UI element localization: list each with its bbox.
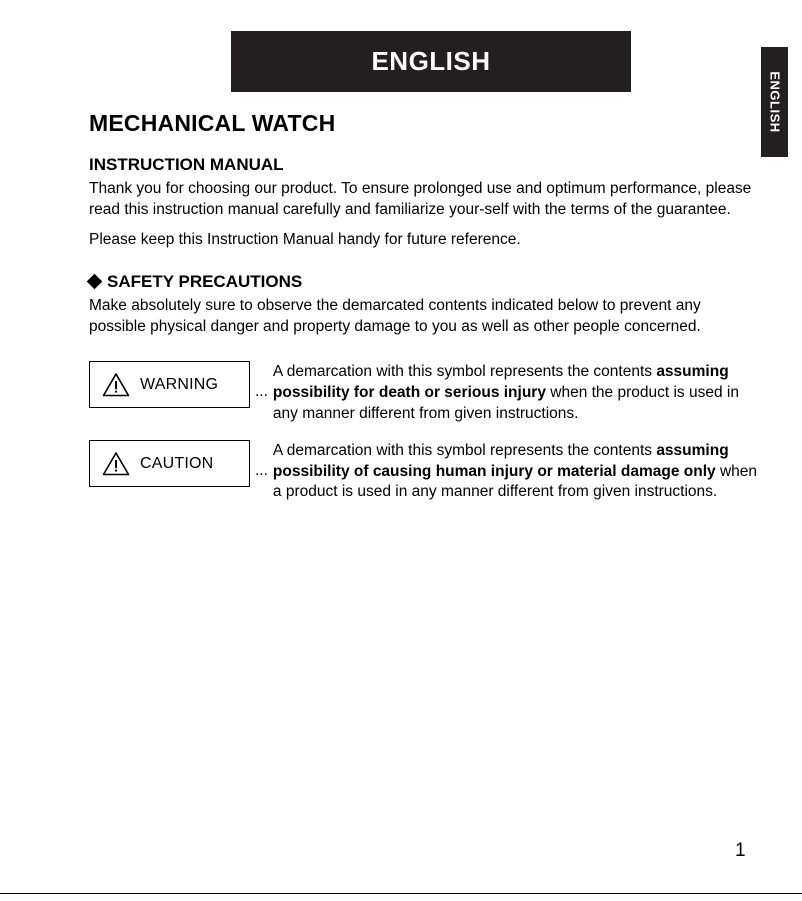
notice-row: [89, 440, 759, 503]
page-number: 1: [735, 840, 746, 861]
safety-precautions-label: SAFETY PRECAUTIONS: [107, 272, 303, 292]
document-content: [89, 110, 759, 503]
warning-text-before: A demarcation with this symbol represents the contents: [272, 363, 657, 381]
side-tab-label: ENGLISH: [767, 71, 782, 133]
caution-dots: ...: [255, 462, 268, 480]
side-tab-english: [761, 47, 788, 157]
warning-dots: ...: [255, 383, 268, 401]
caution-label: CAUTION: [140, 454, 214, 472]
warning-triangle-icon: [102, 451, 130, 476]
page-title: MECHANICAL WATCH: [89, 110, 336, 136]
notice-row: [89, 361, 759, 424]
safety-precautions-heading: [89, 272, 759, 292]
warning-description: [273, 361, 759, 424]
warning-label: WARNING: [140, 375, 219, 393]
caution-text-after: when a product is used in any manner different from given instructions.: [272, 462, 758, 501]
warning-text-bold: assuming possibility for death or serious injury: [272, 363, 729, 401]
safety-paragraph: Make absolutely sure to observe the demarcated contents indicated below to prevent any possible physical danger and property damage to you as well as other people concerned.: [89, 297, 701, 336]
warning-triangle-icon: [102, 372, 130, 397]
instruction-manual-heading: INSTRUCTION MANUAL: [89, 155, 284, 174]
language-banner-label: ENGLISH: [371, 46, 491, 76]
warning-box: [89, 361, 250, 408]
caution-text-bold: assuming possibility of causing human injury or material damage only: [272, 442, 729, 480]
caution-text-before: A demarcation with this symbol represents the contents: [272, 442, 657, 460]
diamond-bullet-icon: [87, 274, 103, 290]
language-banner: [231, 31, 631, 92]
warning-text-after: when the product is used in any manner different from given instructions.: [272, 384, 739, 422]
caution-description: [273, 440, 759, 503]
caution-box: [89, 440, 250, 487]
keep-handy-paragraph: Please keep this Instruction Manual handy for future reference.: [89, 231, 521, 249]
footer-divider: [0, 893, 802, 894]
intro-paragraph: Thank you for choosing our product. To ensure prolonged use and optimum performance, please read this instruction manual carefully and familiarize your-self with the terms of the guarantee.: [89, 180, 752, 219]
